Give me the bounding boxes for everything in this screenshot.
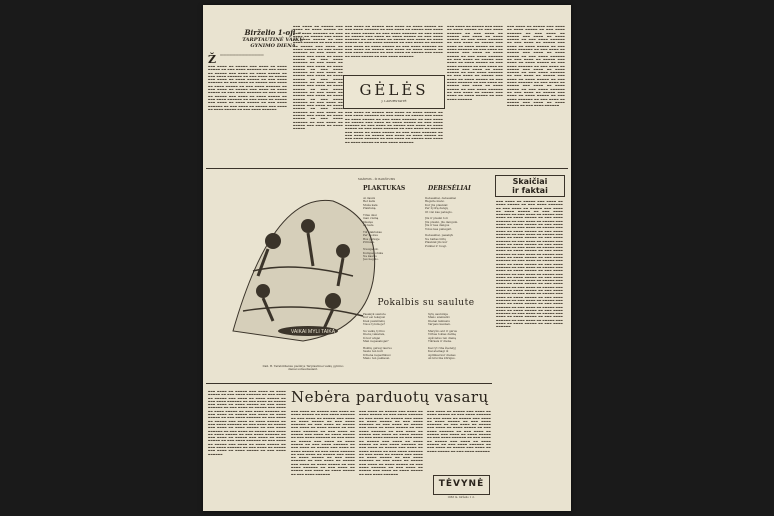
mid-divider — [206, 168, 568, 169]
pokalbis-left: Pasakyk saulute Kur esi tekėjusi Kiek paukštelių Visos tylumoje? Su vaikų tyrinu Dienų vakarais, Iš kur atėjai Man nepasakojai? Buklių gatvėj taurus Saulė ten kuri Irdiena nepadūkusi Mano ten paklausi. — [363, 313, 392, 361]
col1-title-line1: Birželio 1-oji – — [244, 28, 302, 37]
col5-text: ▬▬▬ ▬▬▬▬ ▬▬ ▬▬▬▬▬ ▬▬▬ ▬▬▬▬ ▬▬ ▬▬▬▬ ▬▬▬▬▬ ▬▬ ▬▬▬ ▬▬▬▬ ▬▬▬▬▬▬ ▬▬ ▬▬▬ ▬▬▬▬ ▬▬ ▬▬▬▬▬ ▬▬▬ ▬▬▬▬ ▬▬ ▬▬▬▬ ▬▬▬▬▬ ▬▬ ▬▬▬ ▬▬▬▬ ▬▬▬▬▬▬ ▬▬ ▬▬▬ ▬▬▬▬ ▬▬ ▬▬▬▬▬ ▬▬▬ ▬▬▬▬ ▬▬ ▬▬▬▬ ▬▬▬▬▬ ▬▬ ▬▬▬ ▬▬▬▬ ▬▬▬▬▬▬ ▬▬ ▬▬▬ ▬▬▬▬ ▬▬ ▬▬▬▬▬ ▬▬▬ ▬▬▬▬ ▬▬ ▬▬▬▬ ▬▬▬▬▬ ▬▬ ▬▬▬ ▬▬▬▬ ▬▬▬▬▬▬ ▬▬ ▬▬▬ ▬▬▬▬ ▬▬ ▬▬▬▬▬ ▬▬▬ ▬▬▬▬ ▬▬ ▬▬▬▬ ▬▬▬▬▬ ▬▬ ▬▬▬ ▬▬▬▬ ▬▬▬▬▬▬ ▬▬ ▬▬▬ ▬▬▬▬ ▬▬ ▬▬▬▬▬ ▬▬▬ ▬▬▬▬ ▬▬ ▬▬▬▬ ▬▬▬▬▬ ▬▬ ▬▬▬ ▬▬▬▬ ▬▬▬▬▬▬ ▬▬ ▬▬▬ ▬▬▬▬ ▬▬ ▬▬▬▬▬ ▬▬▬ ▬▬▬▬ ▬▬ ▬▬▬▬ ▬▬▬▬▬ ▬▬ ▬▬▬ ▬▬▬▬ ▬▬▬▬▬▬ ▬▬ ▬▬▬ ▬▬▬▬ ▬▬ ▬▬▬▬▬ ▬▬▬ ▬▬▬▬ ▬▬ ▬▬▬▬ ▬▬▬▬▬ ▬▬ ▬▬▬ ▬▬▬▬ ▬▬▬▬▬▬ ▬▬ ▬▬▬ ▬▬▬▬ ▬▬ ▬▬▬▬▬ ▬▬▬ ▬▬▬▬ ▬▬ ▬▬▬▬ ▬▬▬▬▬ ▬▬ ▬▬▬ ▬▬▬▬ ▬▬▬▬▬▬ ▬▬ ▬▬▬ ▬▬▬▬ ▬▬ ▬▬▬▬▬ ▬▬▬ ▬▬▬▬ ▬▬ ▬▬▬▬ ▬▬▬▬▬ ▬▬ ▬▬▬ ▬▬▬▬ ▬▬▬▬▬▬ — [507, 25, 565, 108]
poem-left-title: PLAKTUKAS — [363, 185, 406, 192]
skaiciai-title-l1: Skaičiai — [512, 177, 548, 186]
nebera-title: Nebėra parduotų vasarų — [291, 388, 489, 406]
pokalbis-right: Sylų saulutėje Mano ateinanti Dienai laimėsiu Varpais kaunan. Maryšio ant ir gėrus Virbas tokias dalinę Apšvietus ten dieną Tikrasis ir diena. Kai ryt riba žiedelyj Kai ateinagi iš Aplinkai kur dienas Aš kruvina kūrėjus. — [428, 313, 457, 361]
col1-text-b: ▬▬▬ ▬▬▬▬ ▬▬ ▬▬▬▬▬ ▬▬▬ ▬▬▬▬ ▬▬ ▬▬▬▬ ▬▬▬▬▬ ▬▬ ▬▬▬ ▬▬▬▬ ▬▬▬▬▬▬ ▬▬ ▬▬▬ ▬▬▬▬ ▬▬ ▬▬▬▬▬ ▬▬▬ ▬▬▬▬ ▬▬ ▬▬▬▬ ▬▬▬▬▬ ▬▬ ▬▬▬ ▬▬▬▬ ▬▬▬▬▬▬ ▬▬ ▬▬▬ ▬▬▬▬ ▬▬ ▬▬▬▬▬ ▬▬▬ ▬▬▬▬ ▬▬ ▬▬▬▬ ▬▬▬▬▬ ▬▬ ▬▬▬ ▬▬▬▬ ▬▬▬▬▬▬ ▬▬ ▬▬▬ ▬▬▬▬ ▬▬ ▬▬▬▬▬ ▬▬▬ ▬▬▬▬ ▬▬ ▬▬▬▬ ▬▬▬▬▬ ▬▬ ▬▬▬ ▬▬▬▬ ▬▬▬▬▬▬ ▬▬ ▬▬▬ ▬▬▬▬ ▬▬ ▬▬▬▬▬ ▬▬▬ ▬▬▬▬ ▬▬ ▬▬▬▬ ▬▬▬▬▬ ▬▬ ▬▬▬ ▬▬▬▬ ▬▬▬▬▬▬ ▬▬ ▬▬▬ ▬▬▬▬ ▬▬ ▬▬▬▬▬ ▬▬▬ ▬▬▬▬ ▬▬ ▬▬▬▬ ▬▬▬▬▬ ▬▬ ▬▬▬ ▬▬▬▬ ▬▬▬▬▬▬ ▬▬ ▬▬▬ ▬▬▬▬ ▬▬ ▬▬▬▬▬ ▬▬▬ ▬▬▬▬ ▬▬ ▬▬▬▬ ▬▬▬▬▬ ▬▬ ▬▬▬ ▬▬▬▬ ▬▬▬▬▬▬ ▬▬ ▬▬▬ ▬▬▬▬ ▬▬ ▬▬▬▬▬ ▬▬▬ ▬▬▬▬ ▬▬ ▬▬▬▬ ▬▬▬▬▬ ▬▬ ▬▬▬ ▬▬▬▬ ▬▬▬▬▬▬ — [208, 65, 287, 111]
geles-text-top: ▬▬▬ ▬▬▬▬ ▬▬ ▬▬▬▬▬ ▬▬▬ ▬▬▬▬ ▬▬ ▬▬▬▬ ▬▬▬▬▬ ▬▬ ▬▬▬ ▬▬▬▬ ▬▬▬▬▬▬ ▬▬ ▬▬▬ ▬▬▬▬ ▬▬ ▬▬▬▬▬ ▬▬▬ ▬▬▬▬ ▬▬ ▬▬▬▬ ▬▬▬▬▬ ▬▬ ▬▬▬ ▬▬▬▬ ▬▬▬▬▬▬ ▬▬ ▬▬▬ ▬▬▬▬ ▬▬ ▬▬▬▬▬ ▬▬▬ ▬▬▬▬ ▬▬ ▬▬▬▬ ▬▬▬▬▬ ▬▬ ▬▬▬ ▬▬▬▬ ▬▬▬▬▬▬ ▬▬ ▬▬▬ ▬▬▬▬ ▬▬ ▬▬▬▬▬ ▬▬▬ ▬▬▬▬ ▬▬ ▬▬▬▬ ▬▬▬▬▬ ▬▬ ▬▬▬ ▬▬▬▬ ▬▬▬▬▬▬ ▬▬ ▬▬▬ ▬▬▬▬ ▬▬ ▬▬▬▬▬ ▬▬▬ ▬▬▬▬ ▬▬ ▬▬▬▬ ▬▬▬▬▬ ▬▬ ▬▬▬ ▬▬▬▬ ▬▬▬▬▬▬ ▬▬ ▬▬▬ ▬▬▬▬ ▬▬ ▬▬▬▬▬ ▬▬▬ ▬▬▬▬ ▬▬ ▬▬▬▬ ▬▬▬▬▬ ▬▬ ▬▬▬ ▬▬▬▬ ▬▬▬▬▬▬ ▬▬ ▬▬▬ ▬▬▬▬ ▬▬ ▬▬▬▬▬ ▬▬▬ ▬▬▬▬ ▬▬ ▬▬▬▬ ▬▬▬▬▬ ▬▬ ▬▬▬ ▬▬▬▬ ▬▬▬▬▬▬ — [345, 25, 443, 58]
poems-header: MAŽIEMS – ŽI BAIKŠTUMS — [358, 178, 396, 181]
col1-title-line3: GYNIMO DIENA — [250, 42, 296, 49]
poem-right-title: DEBESĖLIAI — [428, 185, 471, 192]
skaiciai-text: ▬▬▬ ▬▬▬▬ ▬▬ ▬▬▬▬▬ ▬▬▬ ▬▬▬▬ ▬▬ ▬▬▬▬ ▬▬▬▬▬ ▬▬ ▬▬▬ ▬▬▬▬ ▬▬▬▬▬▬ ▬▬ ▬▬▬ ▬▬▬▬ ▬▬ ▬▬▬▬▬ ▬▬▬ ▬▬▬▬ ▬▬ ▬▬▬▬ ▬▬▬▬▬ ▬▬ ▬▬▬ ▬▬▬▬ ▬▬▬▬▬▬ ▬▬ ▬▬▬ ▬▬▬▬ ▬▬ ▬▬▬▬▬ ▬▬▬ ▬▬▬▬ ▬▬ ▬▬▬▬ ▬▬▬▬▬ ▬▬ ▬▬▬ ▬▬▬▬ ▬▬▬▬▬▬ ▬▬ ▬▬▬ ▬▬▬▬ ▬▬ ▬▬▬▬▬ ▬▬▬ ▬▬▬▬ ▬▬ ▬▬▬▬ ▬▬▬▬▬ ▬▬ ▬▬▬ ▬▬▬▬ ▬▬▬▬▬▬ ▬▬ ▬▬▬ ▬▬▬▬ ▬▬ ▬▬▬▬▬ ▬▬▬ ▬▬▬▬ ▬▬ ▬▬▬▬ ▬▬▬▬▬ ▬▬ ▬▬▬ ▬▬▬▬ ▬▬▬▬▬▬ ▬▬ ▬▬▬ ▬▬▬▬ ▬▬ ▬▬▬▬▬ ▬▬▬ ▬▬▬▬ ▬▬ ▬▬▬▬ ▬▬▬▬▬ ▬▬ ▬▬▬ ▬▬▬▬ ▬▬▬▬▬▬ ▬▬ ▬▬▬ ▬▬▬▬ ▬▬ ▬▬▬▬▬ ▬▬▬ ▬▬▬▬ ▬▬ ▬▬▬▬ ▬▬▬▬▬ ▬▬ ▬▬▬ ▬▬▬▬ ▬▬▬▬▬▬ ▬▬ ▬▬▬ ▬▬▬▬ ▬▬ ▬▬▬▬▬ ▬▬▬ ▬▬▬▬ ▬▬ ▬▬▬▬ ▬▬▬▬▬ ▬▬ ▬▬▬ ▬▬▬▬ ▬▬▬▬▬▬ ▬▬ ▬▬▬ ▬▬▬▬ ▬▬ ▬▬▬▬▬ ▬▬▬ ▬▬▬▬ ▬▬ ▬▬▬▬ ▬▬▬▬▬ ▬▬ ▬▬▬ ▬▬▬▬ ▬▬▬▬▬▬ ▬▬ ▬▬▬ ▬▬▬▬ ▬▬ ▬▬▬▬▬ ▬▬▬ ▬▬▬▬ ▬▬ ▬▬▬▬ ▬▬▬▬▬ ▬▬ ▬▬▬ ▬▬▬▬ ▬▬▬▬▬▬ ▬▬ ▬▬▬ ▬▬▬▬ ▬▬ ▬▬▬▬▬ ▬▬▬ ▬▬▬▬ ▬▬ ▬▬▬▬ ▬▬▬▬▬ ▬▬ ▬▬▬ ▬▬▬▬ ▬▬▬▬▬▬ ▬▬ ▬▬▬ ▬▬▬▬ ▬▬ ▬▬▬▬▬ ▬▬▬ ▬▬▬▬ ▬▬ ▬▬▬▬ ▬▬▬▬▬ ▬▬ ▬▬▬ ▬▬▬▬ ▬▬▬▬▬▬ ▬▬ ▬▬▬ ▬▬▬▬ ▬▬ ▬▬▬▬▬ ▬▬▬ ▬▬▬▬ ▬▬ ▬▬▬▬ ▬▬▬▬▬ ▬▬ ▬▬▬ ▬▬▬▬ ▬▬▬▬▬▬ ▬▬ ▬▬▬ ▬▬▬▬ ▬▬ ▬▬▬▬▬ ▬▬▬ ▬▬▬▬ ▬▬ ▬▬▬▬ ▬▬▬▬▬ ▬▬ ▬▬▬ ▬▬▬▬ ▬▬▬▬▬▬ ▬▬ ▬▬▬ ▬▬▬▬ ▬▬ ▬▬▬▬▬ ▬▬▬ ▬▬▬▬ ▬▬ ▬▬▬▬ ▬▬▬▬▬ ▬▬ ▬▬▬ ▬▬▬▬ ▬▬▬▬▬▬ ▬▬ ▬▬▬ ▬▬▬▬ ▬▬ ▬▬▬▬▬ ▬▬▬ ▬▬▬▬ ▬▬ ▬▬▬▬ ▬▬▬▬▬ ▬▬ ▬▬▬ ▬▬▬▬ ▬▬▬▬▬▬ ▬▬ ▬▬▬ ▬▬▬▬ ▬▬ ▬▬▬▬▬ ▬▬▬ ▬▬▬▬ ▬▬ ▬▬▬▬ ▬▬▬▬▬ ▬▬ ▬▬▬ ▬▬▬▬ ▬▬▬▬▬▬ ▬▬ ▬▬▬ ▬▬▬▬ ▬▬ ▬▬▬▬▬ ▬▬▬ ▬▬▬▬ ▬▬ ▬▬▬▬ ▬▬▬▬▬ ▬▬ ▬▬▬ ▬▬▬▬ ▬▬▬▬▬▬ ▬▬ ▬▬▬ ▬▬▬▬ ▬▬ ▬▬▬▬▬ ▬▬▬ ▬▬▬▬ ▬▬ ▬▬▬▬ ▬▬▬▬▬ ▬▬ ▬▬▬ ▬▬▬▬ ▬▬▬▬▬▬ — [496, 200, 563, 329]
skaiciai-title-l2: ir faktai — [512, 186, 548, 195]
geles-title-box — [343, 75, 445, 109]
tevyne-logo — [433, 475, 490, 495]
bottom-col3-text: ▬▬▬ ▬▬▬▬ ▬▬ ▬▬▬▬▬ ▬▬▬ ▬▬▬▬ ▬▬ ▬▬▬▬ ▬▬▬▬▬ ▬▬ ▬▬▬ ▬▬▬▬ ▬▬▬▬▬▬ ▬▬ ▬▬▬ ▬▬▬▬ ▬▬ ▬▬▬▬▬ ▬▬▬ ▬▬▬▬ ▬▬ ▬▬▬▬ ▬▬▬▬▬ ▬▬ ▬▬▬ ▬▬▬▬ ▬▬▬▬▬▬ ▬▬ ▬▬▬ ▬▬▬▬ ▬▬ ▬▬▬▬▬ ▬▬▬ ▬▬▬▬ ▬▬ ▬▬▬▬ ▬▬▬▬▬ ▬▬ ▬▬▬ ▬▬▬▬ ▬▬▬▬▬▬ ▬▬ ▬▬▬ ▬▬▬▬ ▬▬ ▬▬▬▬▬ ▬▬▬ ▬▬▬▬ ▬▬ ▬▬▬▬ ▬▬▬▬▬ ▬▬ ▬▬▬ ▬▬▬▬ ▬▬▬▬▬▬ ▬▬ ▬▬▬ ▬▬▬▬ ▬▬ ▬▬▬▬▬ ▬▬▬ ▬▬▬▬ ▬▬ ▬▬▬▬ ▬▬▬▬▬ ▬▬ ▬▬▬ ▬▬▬▬ ▬▬▬▬▬▬ ▬▬ ▬▬▬ ▬▬▬▬ ▬▬ ▬▬▬▬▬ ▬▬▬ ▬▬▬▬ ▬▬ ▬▬▬▬ ▬▬▬▬▬ ▬▬ ▬▬▬ ▬▬▬▬ ▬▬▬▬▬▬ ▬▬ ▬▬▬ ▬▬▬▬ ▬▬ ▬▬▬▬▬ ▬▬▬ ▬▬▬▬ ▬▬ ▬▬▬▬ ▬▬▬▬▬ ▬▬ ▬▬▬ ▬▬▬▬ ▬▬▬▬▬▬ ▬▬ ▬▬▬ ▬▬▬▬ ▬▬ ▬▬▬▬▬ ▬▬▬ ▬▬▬▬ ▬▬ ▬▬▬▬ ▬▬▬▬▬ ▬▬ ▬▬▬ ▬▬▬▬ ▬▬▬▬▬▬ ▬▬ ▬▬▬ ▬▬▬▬ ▬▬ ▬▬▬▬▬ ▬▬▬ ▬▬▬▬ ▬▬ ▬▬▬▬ ▬▬▬▬▬ ▬▬ ▬▬▬ ▬▬▬▬ ▬▬▬▬▬▬ — [359, 410, 423, 476]
col2-text: ▬▬▬ ▬▬▬▬ ▬▬ ▬▬▬▬▬ ▬▬▬ ▬▬▬▬ ▬▬ ▬▬▬▬ ▬▬▬▬▬ ▬▬ ▬▬▬ ▬▬▬▬ ▬▬▬▬▬▬ ▬▬ ▬▬▬ ▬▬▬▬ ▬▬ ▬▬▬▬▬ ▬▬▬ ▬▬▬▬ ▬▬ ▬▬▬▬ ▬▬▬▬▬ ▬▬ ▬▬▬ ▬▬▬▬ ▬▬▬▬▬▬ ▬▬ ▬▬▬ ▬▬▬▬ ▬▬ ▬▬▬▬▬ ▬▬▬ ▬▬▬▬ ▬▬ ▬▬▬▬ ▬▬▬▬▬ ▬▬ ▬▬▬ ▬▬▬▬ ▬▬▬▬▬▬ ▬▬ ▬▬▬ ▬▬▬▬ ▬▬ ▬▬▬▬▬ ▬▬▬ ▬▬▬▬ ▬▬ ▬▬▬▬ ▬▬▬▬▬ ▬▬ ▬▬▬ ▬▬▬▬ ▬▬▬▬▬▬ ▬▬ ▬▬▬ ▬▬▬▬ ▬▬ ▬▬▬▬▬ ▬▬▬ ▬▬▬▬ ▬▬ ▬▬▬▬ ▬▬▬▬▬ ▬▬ ▬▬▬ ▬▬▬▬ ▬▬▬▬▬▬ ▬▬ ▬▬▬ ▬▬▬▬ ▬▬ ▬▬▬▬▬ ▬▬▬ ▬▬▬▬ ▬▬ ▬▬▬▬ ▬▬▬▬▬ ▬▬ ▬▬▬ ▬▬▬▬ ▬▬▬▬▬▬ ▬▬ ▬▬▬ ▬▬▬▬ ▬▬ ▬▬▬▬▬ ▬▬▬ ▬▬▬▬ ▬▬ ▬▬▬▬ ▬▬▬▬▬ ▬▬ ▬▬▬ ▬▬▬▬ ▬▬▬▬▬▬ ▬▬ ▬▬▬ ▬▬▬▬ ▬▬ ▬▬▬▬▬ ▬▬▬ ▬▬▬▬ ▬▬ ▬▬▬▬ ▬▬▬▬▬ ▬▬ ▬▬▬ ▬▬▬▬ ▬▬▬▬▬▬ ▬▬ ▬▬▬ ▬▬▬▬ ▬▬ ▬▬▬▬▬ ▬▬▬ ▬▬▬▬ ▬▬ ▬▬▬▬ ▬▬▬▬▬ ▬▬ ▬▬▬ ▬▬▬▬ ▬▬▬▬▬▬ ▬▬ ▬▬▬ ▬▬▬▬ ▬▬ ▬▬▬▬▬ ▬▬▬ ▬▬▬▬ ▬▬ ▬▬▬▬ ▬▬▬▬▬ ▬▬ ▬▬▬ ▬▬▬▬ ▬▬▬▬▬▬ ▬▬ ▬▬▬ ▬▬▬▬ ▬▬ ▬▬▬▬▬ ▬▬▬ ▬▬▬▬ ▬▬ ▬▬▬▬ ▬▬▬▬▬ — [293, 25, 343, 131]
bottom-divider — [206, 383, 492, 384]
pokalbis-title: Pokalbis su saulute — [377, 298, 475, 308]
bottom-col4-text: ▬▬▬ ▬▬▬▬ ▬▬ ▬▬▬▬▬ ▬▬▬ ▬▬▬▬ ▬▬ ▬▬▬▬ ▬▬▬▬▬ ▬▬ ▬▬▬ ▬▬▬▬ ▬▬▬▬▬▬ ▬▬ ▬▬▬ ▬▬▬▬ ▬▬ ▬▬▬▬▬ ▬▬▬ ▬▬▬▬ ▬▬ ▬▬▬▬ ▬▬▬▬▬ ▬▬ ▬▬▬ ▬▬▬▬ ▬▬▬▬▬▬ ▬▬ ▬▬▬ ▬▬▬▬ ▬▬ ▬▬▬▬▬ ▬▬▬ ▬▬▬▬ ▬▬ ▬▬▬▬ ▬▬▬▬▬ ▬▬ ▬▬▬ ▬▬▬▬ ▬▬▬▬▬▬ ▬▬ ▬▬▬ ▬▬▬▬ ▬▬ ▬▬▬▬▬ ▬▬▬ ▬▬▬▬ ▬▬ ▬▬▬▬ ▬▬▬▬▬ ▬▬ ▬▬▬ ▬▬▬▬ ▬▬▬▬▬▬ ▬▬ ▬▬▬ ▬▬▬▬ ▬▬ ▬▬▬▬▬ ▬▬▬ ▬▬▬▬ ▬▬ ▬▬▬▬ ▬▬▬▬▬ ▬▬ ▬▬▬ ▬▬▬▬ ▬▬▬▬▬▬ ▬▬ ▬▬▬ ▬▬▬▬ ▬▬ ▬▬▬▬▬ ▬▬▬ ▬▬▬▬ ▬▬ ▬▬▬▬ ▬▬▬▬▬ ▬▬ ▬▬▬ ▬▬▬▬ ▬▬▬▬▬▬ — [427, 410, 491, 453]
tevyne-logo-text: TĖVYNĖ — [438, 479, 485, 489]
svg-text:VAIKAI MYLI TAIKĄ: VAIKAI MYLI TAIKĄ — [290, 329, 336, 335]
skaiciai-title-box — [495, 175, 565, 197]
newspaper-page — [203, 5, 571, 511]
bottom-col1-text: ▬▬▬ ▬▬▬▬ ▬▬ ▬▬▬▬▬ ▬▬▬ ▬▬▬▬ ▬▬ ▬▬▬▬ ▬▬▬▬▬ ▬▬ ▬▬▬ ▬▬▬▬ ▬▬▬▬▬▬ ▬▬ ▬▬▬ ▬▬▬▬ ▬▬ ▬▬▬▬▬ ▬▬▬ ▬▬▬▬ ▬▬ ▬▬▬▬ ▬▬▬▬▬ ▬▬ ▬▬▬ ▬▬▬▬ ▬▬▬▬▬▬ ▬▬ ▬▬▬ ▬▬▬▬ ▬▬ ▬▬▬▬▬ ▬▬▬ ▬▬▬▬ ▬▬ ▬▬▬▬ ▬▬▬▬▬ ▬▬ ▬▬▬ ▬▬▬▬ ▬▬▬▬▬▬ ▬▬ ▬▬▬ ▬▬▬▬ ▬▬ ▬▬▬▬▬ ▬▬▬ ▬▬▬▬ ▬▬ ▬▬▬▬ ▬▬▬▬▬ ▬▬ ▬▬▬ ▬▬▬▬ ▬▬▬▬▬▬ ▬▬ ▬▬▬ ▬▬▬▬ ▬▬ ▬▬▬▬▬ ▬▬▬ ▬▬▬▬ ▬▬ ▬▬▬▬ ▬▬▬▬▬ ▬▬ ▬▬▬ ▬▬▬▬ ▬▬▬▬▬▬ ▬▬ ▬▬▬ ▬▬▬▬ ▬▬ ▬▬▬▬▬ ▬▬▬ ▬▬▬▬ ▬▬ ▬▬▬▬ ▬▬▬▬▬ ▬▬ ▬▬▬ ▬▬▬▬ ▬▬▬▬▬▬ ▬▬ ▬▬▬ ▬▬▬▬ ▬▬ ▬▬▬▬▬ ▬▬▬ ▬▬▬▬ ▬▬ ▬▬▬▬ ▬▬▬▬▬ ▬▬ ▬▬▬ ▬▬▬▬ ▬▬▬▬▬▬ ▬▬ ▬▬▬ ▬▬▬▬ ▬▬ ▬▬▬▬▬ ▬▬▬ ▬▬▬▬ ▬▬ ▬▬▬▬ ▬▬▬▬▬ ▬▬ ▬▬▬ ▬▬▬▬ ▬▬▬▬▬▬ ▬▬ ▬▬▬ ▬▬▬▬ ▬▬ ▬▬▬▬▬ ▬▬▬ ▬▬▬▬ ▬▬ ▬▬▬▬ ▬▬▬▬▬ ▬▬ ▬▬▬ ▬▬▬▬ ▬▬▬▬▬▬ ▬▬ ▬▬▬ ▬▬▬▬ ▬▬ ▬▬▬▬▬ ▬▬▬ ▬▬▬▬ ▬▬ ▬▬▬▬ ▬▬▬▬▬ ▬▬ ▬▬▬ ▬▬▬▬ ▬▬▬▬▬▬ ▬▬ ▬▬▬ ▬▬▬▬ ▬▬ ▬▬▬▬▬ ▬▬▬ ▬▬▬▬ ▬▬ ▬▬▬▬ ▬▬▬▬▬ ▬▬ ▬▬▬ ▬▬▬▬ ▬▬▬▬▬▬ — [208, 390, 286, 456]
col1-title-line2: TARPTAUTINĖ VAIKŲ — [242, 36, 304, 43]
caption-line2: dienai sutiesdiesiant. — [287, 367, 319, 372]
col1-text-a: ════════════════════════════ — [220, 54, 264, 57]
tevyne-sub: 1963 m. birželio 1 d. — [447, 496, 475, 499]
poem-right-text: Debesėliai, debesėliai Bėgsite mano Kur jūs plaukiat Per žydrą dangų Ot visi kas pabėgis. Jūs ir plauki toli Jūs plauki, jūs dangum. Jūs ir kas dangus Tolus kas pabėgsit. Debesėliai, pasakyk Ne baltas būtų Plaukiat jūs kur Puikiai ir ruogi. — [425, 197, 459, 248]
bottom-col2-text: ▬▬▬ ▬▬▬▬ ▬▬ ▬▬▬▬▬ ▬▬▬ ▬▬▬▬ ▬▬ ▬▬▬▬ ▬▬▬▬▬ ▬▬ ▬▬▬ ▬▬▬▬ ▬▬▬▬▬▬ ▬▬ ▬▬▬ ▬▬▬▬ ▬▬ ▬▬▬▬▬ ▬▬▬ ▬▬▬▬ ▬▬ ▬▬▬▬ ▬▬▬▬▬ ▬▬ ▬▬▬ ▬▬▬▬ ▬▬▬▬▬▬ ▬▬ ▬▬▬ ▬▬▬▬ ▬▬ ▬▬▬▬▬ ▬▬▬ ▬▬▬▬ ▬▬ ▬▬▬▬ ▬▬▬▬▬ ▬▬ ▬▬▬ ▬▬▬▬ ▬▬▬▬▬▬ ▬▬ ▬▬▬ ▬▬▬▬ ▬▬ ▬▬▬▬▬ ▬▬▬ ▬▬▬▬ ▬▬ ▬▬▬▬ ▬▬▬▬▬ ▬▬ ▬▬▬ ▬▬▬▬ ▬▬▬▬▬▬ ▬▬ ▬▬▬ ▬▬▬▬ ▬▬ ▬▬▬▬▬ ▬▬▬ ▬▬▬▬ ▬▬ ▬▬▬▬ ▬▬▬▬▬ ▬▬ ▬▬▬ ▬▬▬▬ ▬▬▬▬▬▬ ▬▬ ▬▬▬ ▬▬▬▬ ▬▬ ▬▬▬▬▬ ▬▬▬ ▬▬▬▬ ▬▬ ▬▬▬▬ ▬▬▬▬▬ ▬▬ ▬▬▬ ▬▬▬▬ ▬▬▬▬▬▬ ▬▬ ▬▬▬ ▬▬▬▬ ▬▬ ▬▬▬▬▬ ▬▬▬ ▬▬▬▬ ▬▬ ▬▬▬▬ ▬▬▬▬▬ ▬▬ ▬▬▬ ▬▬▬▬ ▬▬▬▬▬▬ ▬▬ ▬▬▬ ▬▬▬▬ ▬▬ ▬▬▬▬▬ ▬▬▬ ▬▬▬▬ ▬▬ ▬▬▬▬ ▬▬▬▬▬ ▬▬ ▬▬▬ ▬▬▬▬ ▬▬▬▬▬▬ ▬▬ ▬▬▬ ▬▬▬▬ ▬▬ ▬▬▬▬▬ ▬▬▬ ▬▬▬▬ ▬▬ ▬▬▬▬ ▬▬▬▬▬ ▬▬ ▬▬▬ ▬▬▬▬ ▬▬▬▬▬▬ — [291, 410, 355, 476]
caption-line1: Dail. B. Tarabildienės piešinys Tarptautinei vaikų gynimo — [262, 364, 344, 368]
poem-left-text: Ai daužė Bet šalis Muša kalė Plaktuką. Titas dėsi man visiną Iškėlęs Aš kalu. Tiš plaktukas Per mokus Bus gatvėje Pirmiau. Nusigando Kumpas stuka Ne kasčis Jau negalo. — [363, 197, 383, 262]
geles-author: J. LAPURSTAITĖ — [381, 99, 407, 103]
dropcap: Ž — [208, 53, 217, 66]
geles-title: GĖLĖS — [359, 81, 429, 99]
geles-text-bottom: ▬▬▬ ▬▬▬▬ ▬▬ ▬▬▬▬▬ ▬▬▬ ▬▬▬▬ ▬▬ ▬▬▬▬ ▬▬▬▬▬ ▬▬ ▬▬▬ ▬▬▬▬ ▬▬▬▬▬▬ ▬▬ ▬▬▬ ▬▬▬▬ ▬▬ ▬▬▬▬▬ ▬▬▬ ▬▬▬▬ ▬▬ ▬▬▬▬ ▬▬▬▬▬ ▬▬ ▬▬▬ ▬▬▬▬ ▬▬▬▬▬▬ ▬▬ ▬▬▬ ▬▬▬▬ ▬▬ ▬▬▬▬▬ ▬▬▬ ▬▬▬▬ ▬▬ ▬▬▬▬ ▬▬▬▬▬ ▬▬ ▬▬▬ ▬▬▬▬ ▬▬▬▬▬▬ ▬▬ ▬▬▬ ▬▬▬▬ ▬▬ ▬▬▬▬▬ ▬▬▬ ▬▬▬▬ ▬▬ ▬▬▬▬ ▬▬▬▬▬ ▬▬ ▬▬▬ ▬▬▬▬ ▬▬▬▬▬▬ ▬▬ ▬▬▬ ▬▬▬▬ ▬▬ ▬▬▬▬▬ ▬▬▬ ▬▬▬▬ ▬▬ ▬▬▬▬ ▬▬▬▬▬ ▬▬ ▬▬▬ ▬▬▬▬ ▬▬▬▬▬▬ ▬▬ ▬▬▬ ▬▬▬▬ ▬▬ ▬▬▬▬▬ ▬▬▬ ▬▬▬▬ ▬▬ ▬▬▬▬ ▬▬▬▬▬ ▬▬ ▬▬▬ ▬▬▬▬ ▬▬▬▬▬▬ ▬▬ ▬▬▬ ▬▬▬▬ ▬▬ ▬▬▬▬▬ ▬▬▬ ▬▬▬▬ ▬▬ ▬▬▬▬ ▬▬▬▬▬ ▬▬ ▬▬▬ ▬▬▬▬ ▬▬▬▬▬▬ — [345, 111, 443, 144]
col4-text: ▬▬▬ ▬▬▬▬ ▬▬ ▬▬▬▬▬ ▬▬▬ ▬▬▬▬ ▬▬ ▬▬▬▬ ▬▬▬▬▬ ▬▬ ▬▬▬ ▬▬▬▬ ▬▬▬▬▬▬ ▬▬ ▬▬▬ ▬▬▬▬ ▬▬ ▬▬▬▬▬ ▬▬▬ ▬▬▬▬ ▬▬ ▬▬▬▬ ▬▬▬▬▬ ▬▬ ▬▬▬ ▬▬▬▬ ▬▬▬▬▬▬ ▬▬ ▬▬▬ ▬▬▬▬ ▬▬ ▬▬▬▬▬ ▬▬▬ ▬▬▬▬ ▬▬ ▬▬▬▬ ▬▬▬▬▬ ▬▬ ▬▬▬ ▬▬▬▬ ▬▬▬▬▬▬ ▬▬ ▬▬▬ ▬▬▬▬ ▬▬ ▬▬▬▬▬ ▬▬▬ ▬▬▬▬ ▬▬ ▬▬▬▬ ▬▬▬▬▬ ▬▬ ▬▬▬ ▬▬▬▬ ▬▬▬▬▬▬ ▬▬ ▬▬▬ ▬▬▬▬ ▬▬ ▬▬▬▬▬ ▬▬▬ ▬▬▬▬ ▬▬ ▬▬▬▬ ▬▬▬▬▬ ▬▬ ▬▬▬ ▬▬▬▬ ▬▬▬▬▬▬ ▬▬ ▬▬▬ ▬▬▬▬ ▬▬ ▬▬▬▬▬ ▬▬▬ ▬▬▬▬ ▬▬ ▬▬▬▬ ▬▬▬▬▬ ▬▬ ▬▬▬ ▬▬▬▬ ▬▬▬▬▬▬ ▬▬ ▬▬▬ ▬▬▬▬ ▬▬ ▬▬▬▬▬ ▬▬▬ ▬▬▬▬ ▬▬ ▬▬▬▬ ▬▬▬▬▬ ▬▬ ▬▬▬ ▬▬▬▬ ▬▬▬▬▬▬ ▬▬ ▬▬▬ ▬▬▬▬ ▬▬ ▬▬▬▬▬ ▬▬▬ ▬▬▬▬ ▬▬ ▬▬▬▬ ▬▬▬▬▬ ▬▬ ▬▬▬ ▬▬▬▬ ▬▬▬▬▬▬ ▬▬ ▬▬▬ ▬▬▬▬ ▬▬ ▬▬▬▬▬ ▬▬▬ ▬▬▬▬ ▬▬ ▬▬▬▬ ▬▬▬▬▬ ▬▬ ▬▬▬ ▬▬▬▬ ▬▬▬▬▬▬ — [447, 25, 503, 101]
